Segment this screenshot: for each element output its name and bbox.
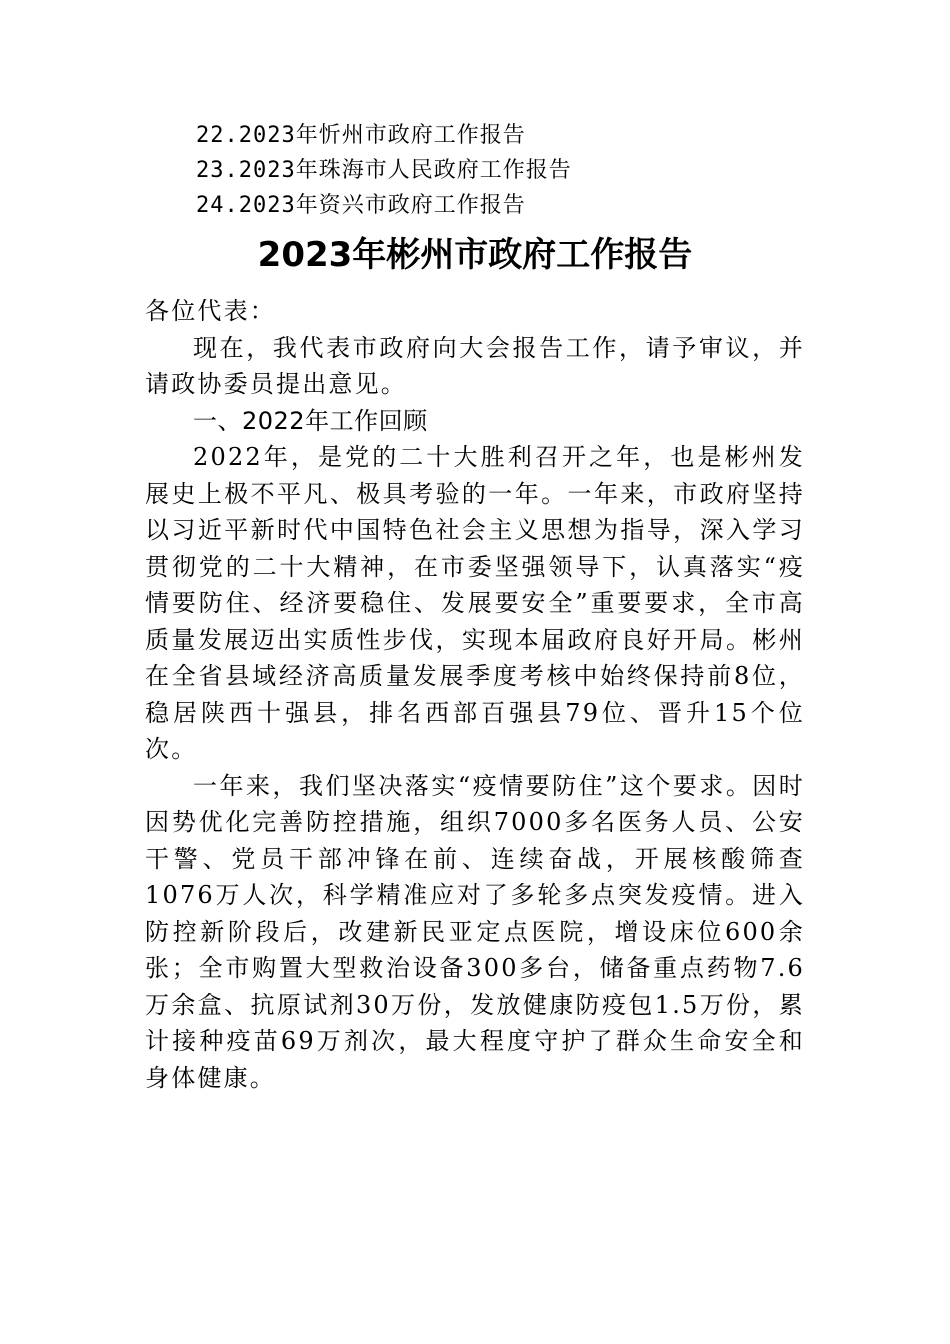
body-paragraph: 2022年，是党的二十大胜利召开之年，也是彬州发展史上极不平凡、极具考验的一年。一年来，市政府坚持以习近平新时代中国特色社会主义思想为指导，深入学习贯彻党的二十大精神，在市委坚强领导下，认真落实“疫情要防住、经济要稳住、发展要安全”重要要求，全市高质量发展迈出实质性步伐，实现本届政府良好开局。彬州在全省县域经济高质量发展季度考核中始终保持前8位，稳居陕西十强县，排名西部百强县79位、晋升15个位次。: [145, 443, 805, 763]
toc-item: 23.2023年珠海市人民政府工作报告: [196, 158, 572, 183]
body-paragraph: 一年来，我们坚决落实“疫情要防住”这个要求。因时因势优化完善防控措施，组织7000多名医务人员、公安干警、党员干部冲锋在前、连续奋战，开展核酸筛查1076万人次，科学精准应对了多轮多点突发疫情。进入防控新阶段后，改建新民亚定点医院，增设床位600余张；全市购置大型救治设备300多台，储备重点药物7.6万余盒、抗原试剂30万份，发放健康防疫包1.5万份，累计接种疫苗69万剂次，最大程度守护了群众生命安全和身体健康。: [145, 771, 805, 1092]
intro-paragraph: 现在，我代表市政府向大会报告工作，请予审议，并请政协委员提出意见。: [145, 333, 805, 398]
document-title: 2023年彬州市政府工作报告: [257, 235, 693, 275]
document-body: [145, 293, 805, 1096]
section-heading: 一、2022年工作回顾: [193, 406, 428, 435]
salutation: 各位代表：: [145, 297, 276, 325]
table-of-contents: [196, 118, 836, 223]
toc-item: 24.2023年资兴市政府工作报告: [196, 193, 526, 218]
toc-item: 22.2023年忻州市政府工作报告: [196, 123, 526, 148]
